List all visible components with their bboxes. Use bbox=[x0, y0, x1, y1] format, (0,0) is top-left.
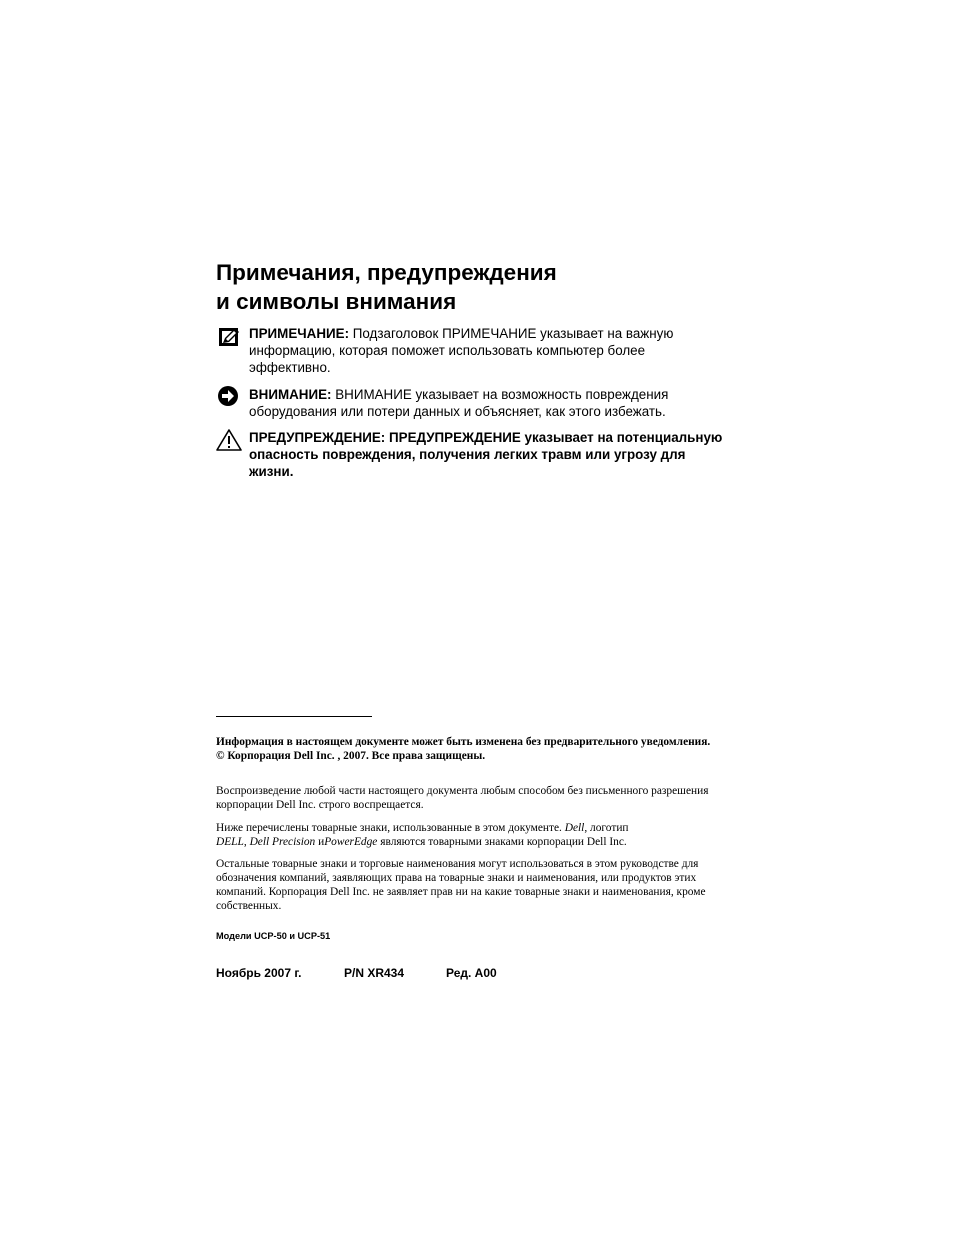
trademark-dell: Dell bbox=[564, 822, 585, 834]
trademark-poweredge: PowerEdge bbox=[324, 836, 378, 848]
warning-label: ПРЕДУПРЕЖДЕНИЕ: bbox=[249, 430, 386, 445]
trademarks-suffix: являются товарными знаками корпорации Dell Inc. bbox=[377, 836, 627, 848]
copyright-text: © Корпорация Dell Inc. , 2007. Все права защищены. bbox=[216, 750, 486, 762]
legal-notice bbox=[216, 735, 716, 763]
part-number: P/N XR434 bbox=[344, 966, 405, 980]
warning-triangle-icon bbox=[216, 429, 242, 453]
model-numbers: Модели UCP-50 и UCP-51 bbox=[216, 931, 331, 941]
publication-date: Ноябрь 2007 г. bbox=[216, 966, 302, 980]
caution-notice bbox=[216, 386, 726, 420]
warning-notice bbox=[216, 429, 726, 480]
revision: Ред. A00 bbox=[446, 966, 497, 980]
trademark-dell-logo: DELL bbox=[216, 836, 244, 848]
publication-footer bbox=[216, 966, 616, 982]
caution-label: ВНИМАНИЕ: bbox=[249, 387, 332, 402]
page-title-line-1: Примечания, предупреждения bbox=[216, 260, 557, 285]
change-notice-text: Информация в настоящем документе может быть изменена без предварительного уведомления. bbox=[216, 736, 711, 748]
warning-text: ПРЕДУПРЕЖДЕНИЕ указывает на потенциальную опасность повреждения, получения легких травм или угрозу для жизни. bbox=[249, 430, 723, 479]
note-notice bbox=[216, 325, 726, 376]
trademarks-prefix: Ниже перечислены товарные знаки, использованные в этом документе. bbox=[216, 822, 565, 834]
trademarks-logo-text: , логотип bbox=[584, 822, 629, 834]
trademarks-text bbox=[216, 821, 716, 849]
trademarks-and: и bbox=[315, 836, 325, 848]
arrow-circle-icon bbox=[216, 386, 242, 410]
reproduction-text: Воспроизведение любой части настоящего документа любым способом без письменного разрешения корпорации Dell Inc. строго воспрещается. bbox=[216, 785, 709, 811]
note-text: Подзаголовок ПРИМЕЧАНИЕ указывает на важную информацию, которая поможет использовать компьютер более эффективно. bbox=[249, 326, 674, 375]
page-title bbox=[216, 258, 776, 316]
page-title-line-2: и символы внимания bbox=[216, 289, 457, 314]
pencil-note-icon bbox=[216, 325, 242, 349]
other-trademarks-text: Остальные товарные знаки и торговые наименования могут использоваться в этом руководстве для обозначения компаний, заявляющих права на товарные знаки и наименования, или продуктов этих компаний. Корпорация Dell Inc. не заявляет прав ни на какие товарные знаки и наименования, кроме собственных. bbox=[216, 858, 706, 912]
caution-text: ВНИМАНИЕ указывает на возможность повреждения оборудования или потери данных и объясняет, как этого избежать. bbox=[249, 387, 669, 419]
footnote-divider bbox=[216, 716, 372, 717]
trademarks-separator: , bbox=[243, 836, 250, 848]
trademark-dell-precision: Dell Precision bbox=[249, 836, 316, 848]
note-label: ПРИМЕЧАНИЕ: bbox=[249, 326, 350, 341]
